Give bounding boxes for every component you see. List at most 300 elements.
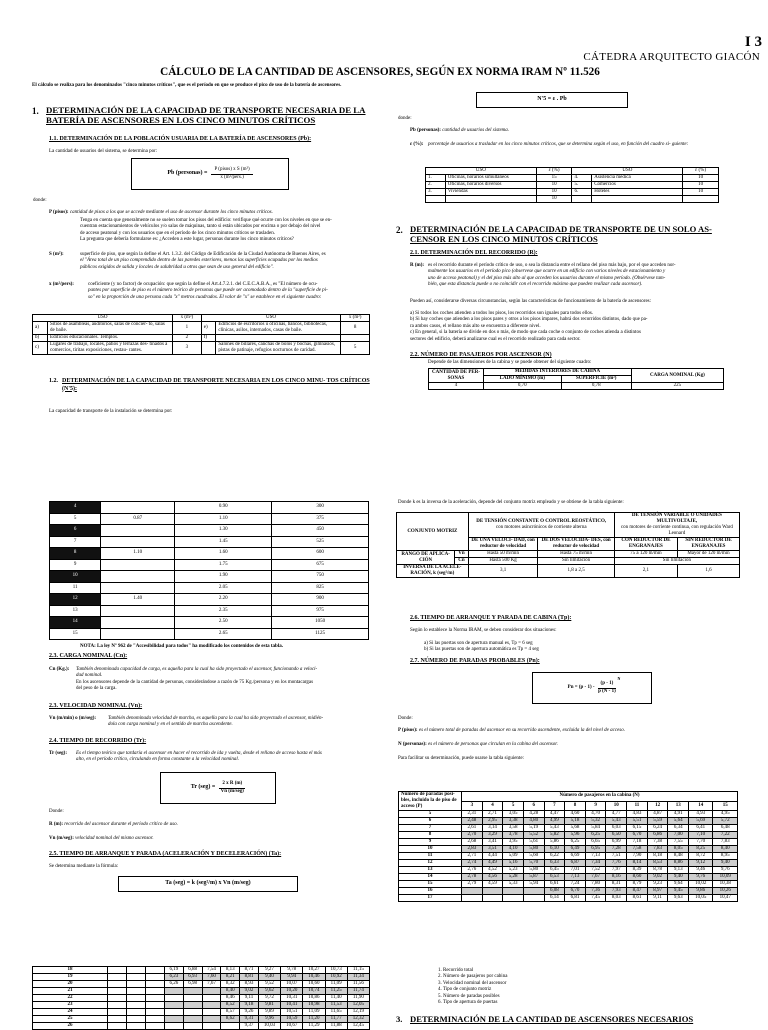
- pn-cell: 6,08: [544, 888, 565, 895]
- pn-cell: 8,03: [606, 895, 627, 902]
- pn-cell: 3,14: [482, 825, 503, 832]
- eps-uso: Viviendas: [445, 189, 536, 196]
- pn-cell: 9,11: [647, 895, 668, 902]
- pn-cell: 8,95: [713, 853, 738, 860]
- pn-cell: 9,76: [689, 874, 713, 881]
- pn-row-continued: [33, 981, 370, 988]
- pn-cell: 8,78: [647, 867, 668, 874]
- section-1-2-title: DETERMINACIÓN DE LA CAPACIDAD DE TRANSPORTE NECESARIA EN LOS CINCO MINU- TOS CRÍTICOS (N'5):: [62, 378, 370, 392]
- r-definition: recorrido del ascensor durante el período crítico de uso.: [64, 822, 178, 827]
- np-symbol: N (personas):: [398, 742, 427, 747]
- r-def-line: bién, que esta distancia puede o no coincidir con el recorrido máximo que pueden realizar cada ascensor).: [428, 282, 643, 288]
- pn-cell: 5,51: [627, 818, 648, 825]
- pn-cell: 8,71: [240, 967, 259, 974]
- factor-item: 4. Tipo de conjunto motriz: [438, 987, 492, 993]
- section-2-title: DETERMINACIÓN DE LA CAPACIDAD DE TRANSPORTE DE UN SOLO AS- CENSOR EN LOS CINCO MINUTOS CRÍTICOS: [410, 224, 712, 244]
- pn-cell: [202, 1016, 221, 1023]
- capacity-row: [50, 502, 369, 514]
- pn-cell: 7,13: [565, 874, 586, 881]
- pn-cell: 10,74: [303, 988, 325, 995]
- occ-uso: [216, 335, 341, 342]
- capacity-sup-2: 2.05: [175, 582, 272, 594]
- pn-row-continued: [33, 1009, 370, 1016]
- r-symbol-2: R (m):: [410, 263, 425, 268]
- pn-cell: 9,78: [281, 967, 303, 974]
- pn-cell: 5,52: [523, 832, 544, 839]
- cab-header-superficie: SUPERFICIE (m²): [561, 376, 631, 383]
- pn-cell: 10,47: [713, 895, 738, 902]
- pn-cell: 4,10: [503, 846, 524, 853]
- motor-cell: Hasta 75 m/min: [538, 551, 614, 558]
- capacity-row: [50, 536, 369, 548]
- pn-cell: 8,47: [627, 888, 648, 895]
- p-note-line: La pregunta que debería formularse es: ¿Acceden a este lugar, personas durante los cinco minutos críticos?: [80, 237, 294, 243]
- capacity-n: 10: [50, 571, 101, 583]
- capacity-sup: [101, 502, 175, 514]
- s-def-line: públicos exigidos de salida y locales de salubridad u otros que sean de uso general del edificio".: [80, 264, 274, 270]
- r-def-line: malmente los usuarios en el período pico (observese que ocurre en un edificio con varios niveles de estacionamiento y: [428, 269, 666, 275]
- pn-cell: 11,09: [325, 981, 347, 988]
- pn-p: 8: [399, 832, 462, 839]
- pn-cell: 5,80: [523, 846, 544, 853]
- pn-cell: [183, 988, 202, 995]
- pn-cell: 4,93: [689, 811, 713, 818]
- cab-cell: 0,78: [561, 383, 631, 390]
- eps-num: 2.: [426, 182, 446, 189]
- pn-empty: [127, 1009, 146, 1016]
- pn-row: [399, 874, 738, 881]
- pn-p: 25: [33, 1016, 108, 1023]
- intro-text: El cálculo se realiza para los denominados "cinco minutos críticos", que es el período en que se produce el pico de uso de la batería de ascensores.: [32, 83, 342, 88]
- capacity-kg: 975: [272, 605, 369, 617]
- pn-row: [399, 853, 738, 860]
- pn-formula-denominator: p (N - 1): [598, 688, 616, 694]
- motor-cell: Mayor de 120 m/min: [678, 551, 740, 558]
- pn-cell: 7,90: [627, 853, 648, 860]
- pn-empty: [146, 981, 165, 988]
- pn-cell: 9,27: [258, 967, 280, 974]
- motor-cell: 75 a 120 m/min: [614, 551, 677, 558]
- pn-cell: 6,03: [606, 825, 627, 832]
- pn-cell: [202, 1009, 221, 1016]
- pn-cell: 8,40: [713, 846, 738, 853]
- pn-cell: 7,83: [713, 839, 738, 846]
- pn-cell: 7,83: [647, 846, 668, 853]
- pn-cell: 2,68: [462, 839, 483, 846]
- pn-cell: 9,96: [258, 1016, 280, 1023]
- pn-cell: 6,93: [183, 974, 202, 981]
- pn-cell: 7,51: [606, 853, 627, 860]
- pn-cell: 9,40: [713, 860, 738, 867]
- pn-cell: 12,32: [347, 1016, 369, 1023]
- capacity-row: [50, 582, 369, 594]
- capacity-n: 14: [50, 617, 101, 629]
- occ-letter: a): [33, 322, 48, 335]
- pn-cell: 10,31: [281, 995, 303, 1002]
- pn-cell: 2,74: [462, 860, 483, 867]
- pn-cell: 8,13: [221, 967, 240, 974]
- p-symbol: P (pisos):: [49, 210, 69, 215]
- pn-row: [399, 846, 738, 853]
- pn-cell: 8,86: [668, 860, 689, 867]
- pn-cell: 6,25: [565, 839, 586, 846]
- cab-header-carga: CARGA NOMINAL (Kg): [631, 369, 723, 383]
- pn-cell: [165, 988, 184, 995]
- pn-empty: [146, 967, 165, 974]
- pn-cell: 10,92: [325, 974, 347, 981]
- x-def-line: so" en la proporción de una persona cada "x" metros cuadrados. El valor de "x" se establece en el siguiente cuadro:: [88, 294, 322, 300]
- section-1-1-text: La cantidad de usuarios del sistema, se determina por:: [49, 149, 158, 154]
- motor-cell: Hasta 500 Kg: [468, 558, 538, 565]
- capacity-sup: [101, 525, 175, 537]
- vn-definition: [108, 716, 372, 729]
- factor-item: 6. Tipo de apertura de puertas: [438, 1000, 498, 1006]
- pn-cell: [165, 1009, 184, 1016]
- section-1-1-title: 1.1. DETERMINACIÓN DE LA POBLACIÓN USUARIA DE LA BATERÍA DE ASCENSORES (Pb):: [49, 136, 312, 142]
- pn-cell: 9,63: [668, 895, 689, 902]
- pn-empty: [127, 1016, 146, 1023]
- pn-cell: 8,40: [221, 988, 240, 995]
- pn-cell: 10,09: [713, 874, 738, 881]
- motor-sub: DE DOS VELOCIDA- DES, con reductor de velocidad: [538, 538, 614, 551]
- pn-cell: 5,96: [565, 832, 586, 839]
- section-2-1-title: 2.1. DETERMINACIÓN DEL RECORRIDO (R):: [410, 250, 538, 256]
- x-def-line: pantes por superficie de piso es el número teórico de personas que puede ser acomodado dentro de la "superficie de pi-: [88, 288, 328, 294]
- pn-row: [399, 839, 738, 846]
- capacity-sup-2: 0.90: [175, 502, 272, 514]
- pn-cell: 7,93: [606, 888, 627, 895]
- capacity-kg: 675: [272, 559, 369, 571]
- pn-p: 24: [33, 1009, 108, 1016]
- pn-p: 22: [33, 995, 108, 1002]
- pn-p: 9: [399, 839, 462, 846]
- motor-type-2-desc: con motores de corriente continua, con regulación Ward Leonard: [620, 525, 733, 536]
- pn-cell: [482, 895, 503, 902]
- pn-p: 15: [399, 881, 462, 888]
- r-item: b) Si hay coches que atienden a los pisos pares y otros a los pisos impares, habrá dos recorridos distintos, dado que pa-: [410, 317, 648, 323]
- capacity-sup: [101, 582, 175, 594]
- motor-k: 2,1: [614, 565, 677, 578]
- section-1-2-text: La capacidad de transporte de la instalación se determina por:: [49, 409, 173, 414]
- pn-cell: 8,97: [647, 888, 668, 895]
- pn-cell: 5,64: [668, 818, 689, 825]
- pn-cell: 7,01: [565, 867, 586, 874]
- capacity-sup: [101, 571, 175, 583]
- pn-cell: 10,46: [303, 974, 325, 981]
- pn-cell: 6,70: [565, 888, 586, 895]
- pn-p: 13: [399, 867, 462, 874]
- pn-cell: 6,33: [544, 860, 565, 867]
- capacity-sup: [101, 605, 175, 617]
- pn-p: 20: [33, 981, 108, 988]
- cn-def-line: También denominada capacidad de carga, es aquella para la cual ha sido proyectado el ascensor, funcionando a veloci-: [76, 667, 318, 672]
- capacity-n: 8: [50, 548, 101, 560]
- pn-cell: 6,45: [544, 867, 565, 874]
- pn-cell: 3,29: [482, 832, 503, 839]
- pn-col-header: 13: [668, 801, 689, 811]
- occ-letter: e): [201, 322, 216, 335]
- pn-cell: 9,37: [240, 1023, 259, 1030]
- p-definition: cantidad de pisos a los que se accede mediante el uso de ascensor durante los cinco minutos críticos.: [69, 210, 273, 215]
- x-symbol: x (m²/pers):: [49, 282, 74, 287]
- pn-p: 19: [33, 974, 108, 981]
- pn-cell: 10,38: [713, 881, 738, 888]
- section-1-title: DETERMINACIÓN DE LA CAPACIDAD DE TRANSPORTE NECESARIA DE LA BATERÍA DE ASCENSORES EN LOS CINCO MINUTOS CRÍTICOS: [46, 105, 366, 125]
- pn-col-header: 10: [606, 801, 627, 811]
- pb-formula-lhs: Pb (personas) =: [167, 170, 208, 177]
- motor-type-2: DE TENSIÓN VARIABLE O UNIDADES MULTIVOLTAJE,: [631, 513, 722, 524]
- occ-header-x: x (m²): [173, 315, 202, 322]
- pn-cell: 8,31: [606, 881, 627, 888]
- pn-cell: 4,28: [523, 811, 544, 818]
- eps-val: 10: [536, 182, 572, 189]
- pn-cell: 7,10: [689, 832, 713, 839]
- eps-header-e-2: ε (%): [683, 168, 719, 175]
- pn-cell: 2,79: [462, 881, 483, 888]
- cabin-table: [428, 368, 724, 390]
- pn-cell: [165, 995, 184, 1002]
- eps-val: 10: [536, 189, 572, 196]
- tr-def-line: Es el tiempo teórico que tardaría el ascensor en hacer el recorrido de ida y vuelta, desde el rellano de acceso hasta el más: [76, 751, 322, 756]
- r-item: ra ambos casos, el rellano más alto se encuentra a diferente nivel.: [410, 323, 541, 329]
- pn-formula-lhs: Pn = (p - 1) -: [567, 684, 595, 690]
- pn-cell: 9,46: [689, 867, 713, 874]
- pn-cell: 10,05: [689, 895, 713, 902]
- pn-empty: [108, 1016, 127, 1023]
- pn-empty: [108, 1009, 127, 1016]
- motor-vn-label: Vn: [455, 551, 468, 558]
- pn-cell: 5,72: [713, 818, 738, 825]
- cab-header-lado: LADO MÍNIMO (m): [484, 376, 562, 383]
- pn-cell: [165, 1016, 184, 1023]
- pn-cell: 9,89: [258, 1009, 280, 1016]
- section-2-number: 2.: [396, 225, 403, 235]
- pn-cell: 9,94: [281, 974, 303, 981]
- pn-p: 21: [33, 988, 108, 995]
- section-2-6-text: Según lo establece la Norma IRAM, se deben considerar dos situaciones:: [410, 628, 557, 633]
- pn-cell: 11,40: [325, 995, 347, 1002]
- s-definition: [80, 252, 370, 271]
- pn-cell: [183, 1016, 202, 1023]
- pn-empty: [127, 974, 146, 981]
- pn-cell: 9,02: [240, 988, 259, 995]
- pn-cell: 9,76: [713, 867, 738, 874]
- pn-cell: 2,71: [482, 811, 503, 818]
- pn-cell: 10,20: [281, 988, 303, 995]
- pn-header-row: [399, 792, 738, 802]
- pn-cell: 12,45: [347, 1023, 369, 1030]
- pn-cell: 2,31: [462, 811, 483, 818]
- s-symbol: S (m²):: [49, 252, 64, 257]
- pn-cell: 6,19: [165, 967, 184, 974]
- occ-x: 5: [341, 342, 370, 355]
- pn-cell: 6,70: [627, 832, 648, 839]
- pn-cell: 9,40: [668, 874, 689, 881]
- pn-empty: [127, 967, 146, 974]
- pn-cell: [523, 888, 544, 895]
- pn-cell: 8,46: [221, 995, 240, 1002]
- pb-formula-denominator: x (m²/pers.): [220, 174, 244, 180]
- pn-row-continued: [33, 995, 370, 1002]
- occ-x: 8: [341, 322, 370, 335]
- occ-uso: Sitios de asambleas, auditorios, salas de concier- to, salas de baile.: [48, 322, 173, 335]
- eps-val: 15: [536, 175, 572, 182]
- capacity-n: 9: [50, 559, 101, 571]
- pn-row-continued: [33, 974, 370, 981]
- capacity-kg: 450: [272, 525, 369, 537]
- factor-item: 5. Número de paradas posibles: [438, 993, 500, 999]
- pn-empty: [108, 1002, 127, 1009]
- pn-cell: 10,86: [303, 995, 325, 1002]
- pn-cell: 5,32: [585, 818, 606, 825]
- capacity-sup: 0.87: [101, 513, 175, 525]
- capacity-kg: 525: [272, 536, 369, 548]
- pn-cell: 8,72: [689, 853, 713, 860]
- pn-col-header: 9: [585, 801, 606, 811]
- r-item: a) Si todos los coches atienden a todos los pisos, los recorridos son iguales para todos ellos.: [410, 311, 594, 316]
- pn-cell: [183, 1002, 202, 1009]
- pn-cell: 3,38: [503, 818, 524, 825]
- pn-cell: [503, 888, 524, 895]
- pn-cell: 5,82: [544, 832, 565, 839]
- page-number: I 3: [744, 34, 762, 50]
- pn-cell: 5,69: [689, 818, 713, 825]
- eps-header-uso-2: USO: [572, 168, 683, 175]
- pn-p: 11: [399, 853, 462, 860]
- pn-cell: 11,65: [325, 1009, 347, 1016]
- pn-cell: 4,91: [668, 811, 689, 818]
- pn-cell: [183, 995, 202, 1002]
- capacity-kg: 600: [272, 548, 369, 560]
- x-def-line: coeficiente (y no factor) de ocupación: que según la define el Art.4.7.2.1. del C.E.C.A.B.A., es "El número de ocu-: [88, 282, 318, 287]
- pn-formula-numerator: (p - 1): [600, 681, 614, 687]
- motor-cn-label: Cn: [455, 558, 468, 565]
- pn-cell: 5,61: [523, 839, 544, 846]
- pn-cell: 5,33: [503, 881, 524, 888]
- section-2-3-title: 2.3. CARGA NOMINAL (Cn):: [49, 653, 128, 659]
- pn-cell: 5,19: [523, 825, 544, 832]
- pn-cell: 11,29: [303, 1023, 325, 1030]
- pn-p: 16: [399, 888, 462, 895]
- pn-cell: 6,26: [165, 981, 184, 988]
- capacity-sup: [101, 628, 175, 640]
- pn-cell: 9,26: [240, 1009, 259, 1016]
- pn-cell: 11,15: [347, 967, 369, 974]
- motor-type-1: DE TENSIÓN CONSTANTE O CONTROL REOSTÁTICO,: [476, 519, 607, 524]
- pn-table: [398, 791, 738, 902]
- pn-row-continued: [33, 1016, 370, 1023]
- pn-cell: 9,64: [668, 881, 689, 888]
- capacity-n: 15: [50, 628, 101, 640]
- pn-empty: [146, 1009, 165, 1016]
- pn-cell: 9,81: [258, 1002, 280, 1009]
- tp-item: a) Si las puertas son de apertura manual es, Tp = 6 seg: [424, 641, 533, 646]
- vn-definition-2: velocidad nominal del mismo ascensor.: [75, 836, 154, 841]
- factors-list: [438, 968, 507, 1006]
- capacity-kg: 1050: [272, 617, 369, 629]
- pn-cell: 4,60: [565, 811, 586, 818]
- pn-cell: 8,53: [647, 860, 668, 867]
- pn-cell: 8,16: [606, 874, 627, 881]
- pn-formula: [532, 672, 652, 704]
- pn-cell: 6,53: [544, 874, 565, 881]
- pn-cell: 7,76: [606, 860, 627, 867]
- motor-k: 3,1: [468, 565, 538, 578]
- motor-inverse-label: INVERSA DE LA ACELE- RACIÓN, k (seg²/m): [397, 565, 469, 578]
- pn-cell: 10,73: [325, 967, 347, 974]
- pn-empty: [108, 981, 127, 988]
- pn-cell: 8,32: [221, 981, 240, 988]
- eps-num: 6.: [572, 189, 592, 196]
- pn-cell: 6,49: [565, 846, 586, 853]
- motor-cell: Sin limitación: [614, 558, 739, 565]
- pn-cell: 11,88: [325, 1023, 347, 1030]
- tr-formula-denominator: Vn (m/seg): [220, 788, 244, 794]
- pn-cell: 9,12: [689, 860, 713, 867]
- p-notes: [80, 218, 370, 244]
- factor-item: 2. Número de pasajeros por cabina: [438, 974, 508, 980]
- pn-cell: 7,18: [627, 839, 648, 846]
- cab-cell: 0,70: [484, 383, 562, 390]
- pn-cell: 8,21: [221, 974, 240, 981]
- capacity-row: [50, 525, 369, 537]
- pn-cell: 3,78: [503, 832, 524, 839]
- pn-cell: 11,74: [347, 988, 369, 995]
- eps-symbol: ε (%):: [410, 142, 424, 147]
- pn-cell: 10,67: [281, 1023, 303, 1030]
- pn-p: 5: [399, 811, 462, 818]
- pn-cell: 11,34: [347, 974, 369, 981]
- ta-formula: Ta (seg) = k (seg²/m) x Vn (m/seg): [118, 876, 298, 892]
- capacity-row: [50, 605, 369, 617]
- pn-cell: 6,25: [585, 832, 606, 839]
- pn-cell: 9,11: [240, 995, 259, 1002]
- occ-letter: f): [201, 335, 216, 342]
- pn-cell: 10,41: [281, 1002, 303, 1009]
- pn-cell: 9,13: [668, 867, 689, 874]
- r-def-line: uno de acceso peatonal) y el del piso más alto al que acceden los usuarios durante el mismo período. (Obsérvese tam-: [428, 275, 666, 281]
- occ-header-x-2: x (m²): [341, 315, 370, 322]
- pn-cell: 3,05: [503, 811, 524, 818]
- pn-cell: [462, 888, 483, 895]
- pn-cell: 11,77: [325, 1016, 347, 1023]
- pn-cell: 4,47: [544, 811, 565, 818]
- pn-cell: 5,09: [503, 853, 524, 860]
- capacity-kg: 750: [272, 571, 369, 583]
- pn-cell: 6,65: [585, 839, 606, 846]
- eps-definition: porcentaje de usuarios a trasladar en los cinco minutos críticos, que se determina según el uso, en función del cuadro si- guiente:: [428, 142, 689, 147]
- pn-cell: 11,09: [303, 1009, 325, 1016]
- section-3-title: DETERMINACIÓN DE LA CANTIDAD DE ASCENSORES NECESARIOS: [410, 1014, 694, 1024]
- pn-cell: 4,87: [647, 811, 668, 818]
- pn-cell: 7,67: [585, 874, 606, 881]
- pn-cell: 9,23: [647, 881, 668, 888]
- pn-cell: 11,20: [303, 1016, 325, 1023]
- eps-val: 10: [683, 182, 719, 189]
- pn-p: 23: [33, 1002, 108, 1009]
- vn-symbol-2: Vn (m/seg):: [49, 836, 74, 841]
- motor-rango: RANGO DE APLICA- CIÓN: [397, 551, 455, 565]
- occ-x: [341, 335, 370, 342]
- occ-uso: Edificios de escritorios u oficinas, bancos, bibliotecas, clínicas, asilos, internados, casas de baile.: [216, 322, 341, 335]
- pn-row-continued: [33, 1002, 370, 1009]
- pn-cell: 10,59: [281, 1016, 303, 1023]
- pn-cell: 6,14: [544, 895, 565, 902]
- p-note-line: cuentran estacionamientos de vehículos y/o salas de máquinas, tanto si están ubicados por encima o por debajo del nivel: [80, 224, 321, 230]
- pn-cell: 6,86: [647, 832, 668, 839]
- pn-cell: 2,95: [482, 818, 503, 825]
- pp-definition: es el número total de paradas del ascensor en su recorrido ascendente, excluida la del nivel de acceso.: [418, 728, 625, 733]
